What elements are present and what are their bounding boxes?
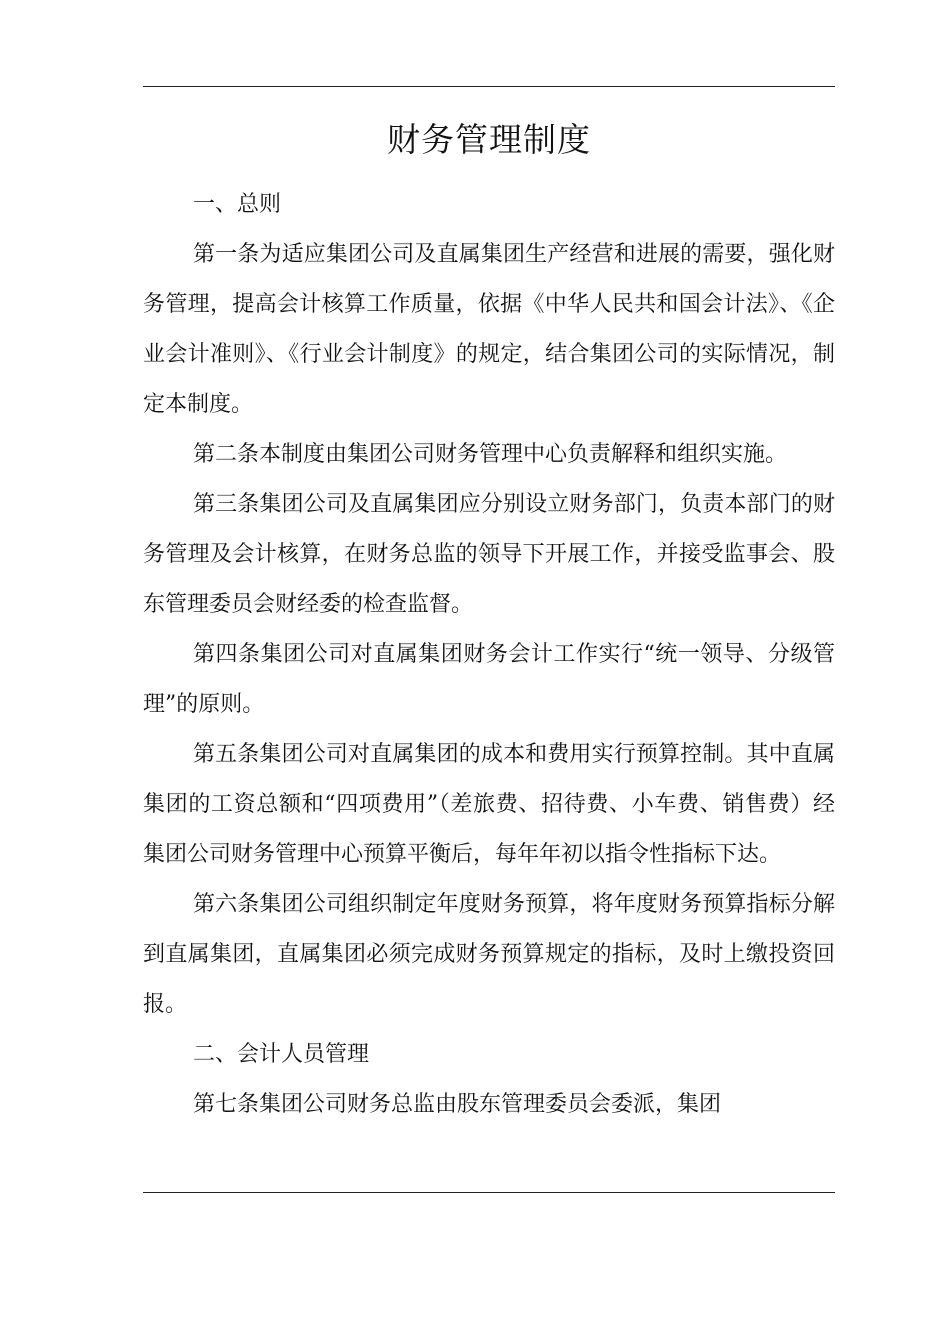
footer-rule [143, 1192, 835, 1193]
document-body [143, 180, 835, 1130]
section-heading-accounting-staff: 二、会计人员管理 [193, 1042, 370, 1067]
article-7: 第七条集团公司财务总监由股东管理委员会委派，集团 [193, 1092, 722, 1117]
header-rule [143, 86, 835, 87]
article-6: 第六条集团公司组织制定年度财务预算，将年度财务预算指标分解到直属集团，直属集团必须完成财务预算规定的指标，及时上缴投资回报。 [143, 892, 835, 1017]
section-heading-general: 一、总则 [193, 192, 282, 217]
article-1: 第一条为适应集团公司及直属集团生产经营和进展的需要，强化财务管理，提高会计核算工作质量，依据《中华人民共和国会计法》、《企业会计准则》、《行业会计制度》的规定，结合集团公司的实际情况，制定本制度。 [143, 242, 835, 417]
article-2: 第二条本制度由集团公司财务管理中心负责解释和组织实施。 [193, 442, 788, 467]
article-3: 第三条集团公司及直属集团应分别设立财务部门，负责本部门的财务管理及会计核算，在财务总监的领导下开展工作，并接受监事会、股东管理委员会财经委的检查监督。 [143, 492, 835, 617]
article-4: 第四条集团公司对直属集团财务会计工作实行“统一领导、分级管理”的原则。 [143, 642, 835, 717]
article-5: 第五条集团公司对直属集团的成本和费用实行预算控制。其中直属集团的工资总额和“四项费用”（差旅费、招待费、小车费、销售费）经集团公司财务管理中心预算平衡后，每年年初以指令性指标下达。 [143, 742, 835, 867]
document-title: 财务管理制度 [387, 120, 591, 159]
